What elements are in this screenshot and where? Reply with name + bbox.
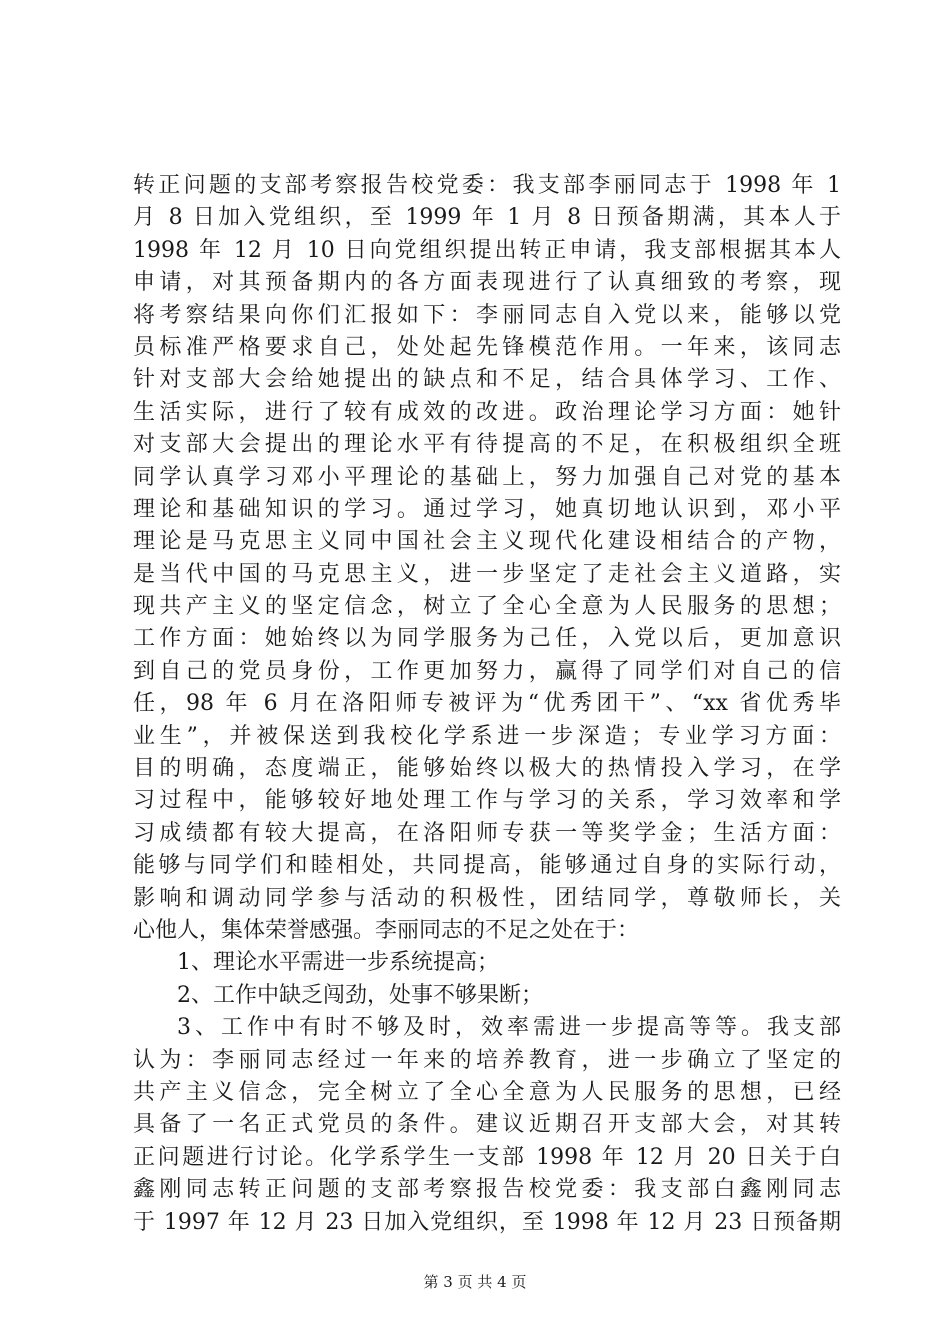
text-line: 申请，对其预备期内的各方面表现进行了认真细致的考察，现 (133, 270, 841, 296)
text-line: 将考察结果向你们汇报如下：李丽同志自入党以来，能够以党 (133, 302, 841, 328)
text-line: 鑫刚同志转正问题的支部考察报告校党委：我支部白鑫刚同志 (133, 1177, 841, 1203)
document-body (133, 170, 841, 1239)
list-item: 1、理论水平需进一步系统提高； (177, 950, 499, 976)
text-line: 工作方面：她始终以为同学服务为己任，入党以后，更加意识 (133, 626, 841, 652)
text-line: 理论是马克思主义同中国社会主义现代化建设相结合的产物， (133, 529, 841, 555)
text-line: 月 8 日加入党组织，至 1999 年 1 月 8 日预备期满，其本人于 (133, 205, 841, 231)
text-line: 任，98 年 6 月在洛阳师专被评为“优秀团干”、“xx 省优秀毕 (133, 691, 841, 717)
text-line: 正问题进行讨论。化学系学生一支部 1998 年 12 月 20 日关于白 (133, 1144, 841, 1170)
text-line: 业生”，并被保送到我校化学系进一步深造；专业学习方面： (133, 723, 841, 749)
text-line: 习成绩都有较大提高，在洛阳师专获一等奖学金；生活方面： (133, 820, 841, 846)
text-line: 理论和基础知识的学习。通过学习，她真切地认识到，邓小平 (133, 496, 841, 522)
text-line: 同学认真学习邓小平理论的基础上，努力加强自己对党的基本 (133, 464, 841, 490)
text-line: 生活实际，进行了较有成效的改进。政治理论学习方面：她针 (133, 399, 841, 425)
text-line: 习过程中，能够较好地处理工作与学习的关系，学习效率和学 (133, 788, 841, 814)
text-line: 针对支部大会给她提出的缺点和不足，结合具体学习、工作、 (133, 367, 841, 393)
text-line: 认为：李丽同志经过一年来的培养教育，进一步确立了坚定的 (133, 1047, 841, 1073)
text-line: 1998 年 12 月 10 日向党组织提出转正申请，我支部根据其本人 (133, 237, 841, 263)
text-line: 现共产主义的坚定信念，树立了全心全意为人民服务的思想； (133, 594, 841, 620)
text-line: 对支部大会提出的理论水平有待提高的不足，在积极组织全班 (133, 432, 841, 458)
text-line: 于 1997 年 12 月 23 日加入党组织，至 1998 年 12 月 23 日预备期 (133, 1209, 841, 1235)
text-line: 影响和调动同学参与活动的积极性，团结同学，尊敬师长，关 (133, 885, 841, 911)
list-item: 2、工作中缺乏闯劲，处事不够果断； (177, 982, 543, 1008)
text-line: 员标准严格要求自己，处处起先锋模范作用。一年来，该同志 (133, 334, 841, 360)
text-line: 能够与同学们和睦相处，共同提高，能够通过自身的实际行动， (133, 853, 841, 879)
text-line: 具备了一名正式党员的条件。建议近期召开支部大会，对其转 (133, 1112, 841, 1138)
text-line: 心他人，集体荣誉感强。李丽同志的不足之处在于： (133, 917, 640, 943)
text-line: 到自己的党员身份，工作更加努力，赢得了同学们对自己的信 (133, 658, 841, 684)
text-line: 是当代中国的马克思主义，进一步坚定了走社会主义道路，实 (133, 561, 841, 587)
text-line: 共产主义信念，完全树立了全心全意为人民服务的思想，已经 (133, 1079, 841, 1105)
page-number-footer: 第 3 页 共 4 页 (423, 1273, 527, 1291)
list-item: 3、工作中有时不够及时，效率需进一步提高等等。我支部 (177, 1015, 841, 1041)
text-line: 目的明确，态度端正，能够始终以极大的热情投入学习，在学 (133, 756, 841, 782)
text-line: 转正问题的支部考察报告校党委：我支部李丽同志于 1998 年 1 (133, 173, 841, 198)
